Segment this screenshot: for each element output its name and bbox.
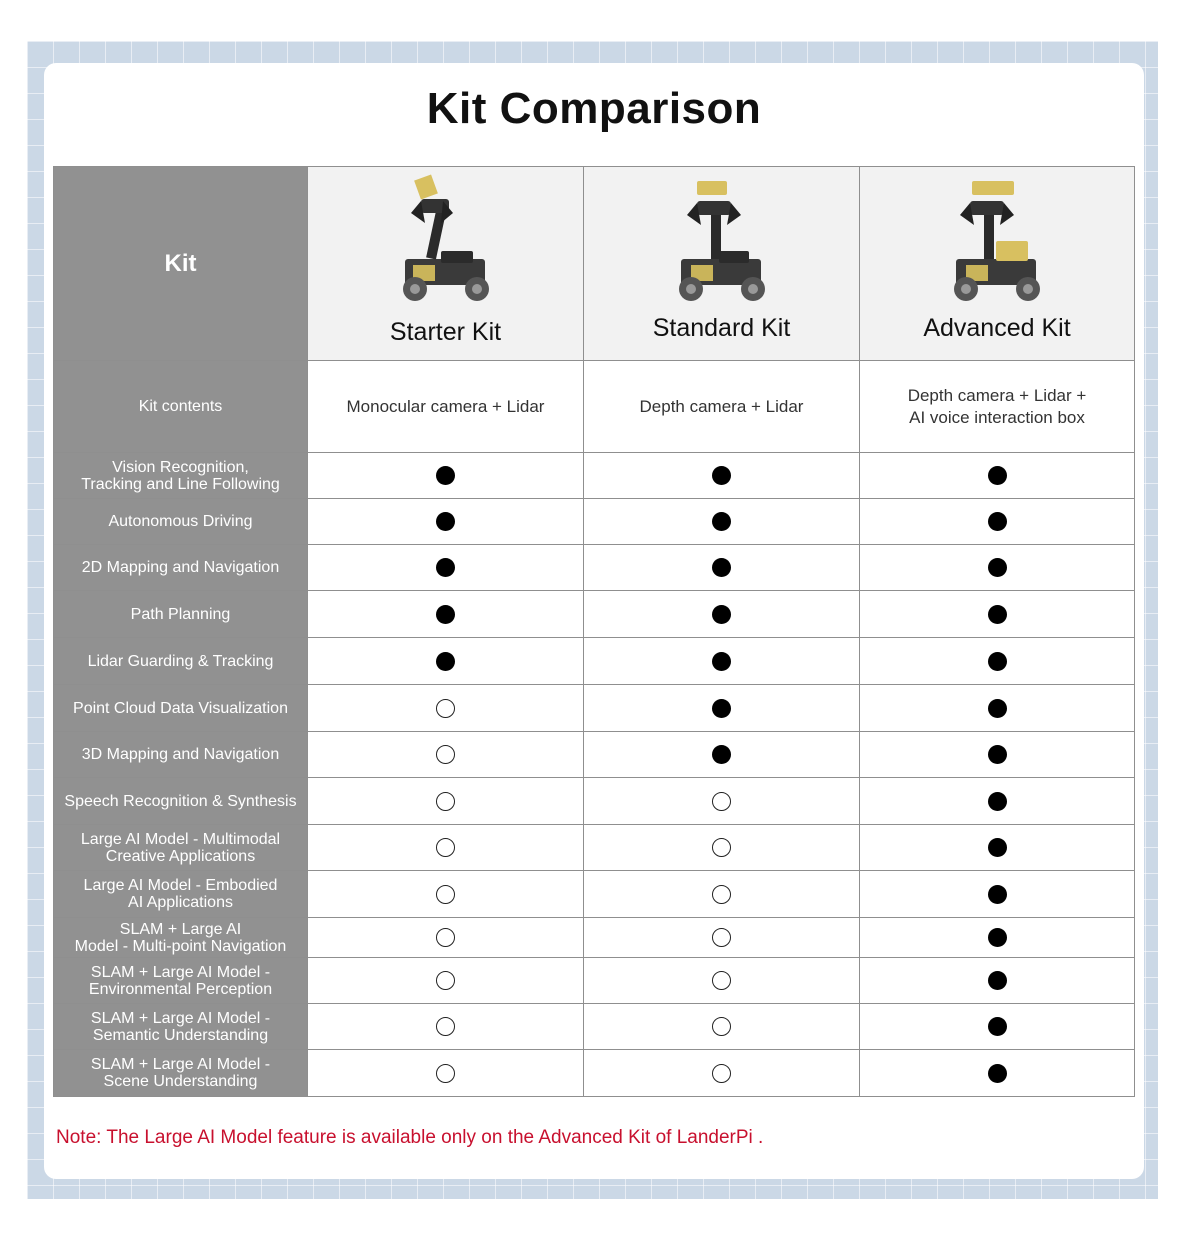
filled-circle-icon <box>712 605 731 624</box>
empty-circle-icon <box>436 971 455 990</box>
feature-cell-advanced <box>860 1050 1135 1097</box>
filled-circle-icon <box>988 466 1007 485</box>
feature-cell-standard <box>584 545 860 591</box>
filled-circle-icon <box>988 605 1007 624</box>
filled-circle-icon <box>436 466 455 485</box>
empty-circle-icon <box>436 885 455 904</box>
feature-label: Point Cloud Data Visualization <box>54 685 308 732</box>
feature-row <box>54 545 1135 591</box>
feature-cell-starter <box>308 871 584 918</box>
feature-cell-starter <box>308 732 584 778</box>
empty-circle-icon <box>712 928 731 947</box>
robot-starter-icon <box>391 171 501 306</box>
feature-label: Path Planning <box>54 591 308 638</box>
feature-cell-starter <box>308 453 584 499</box>
robot-advanced-icon <box>942 179 1052 314</box>
feature-cell-starter <box>308 918 584 958</box>
empty-circle-icon <box>712 885 731 904</box>
feature-cell-advanced <box>860 825 1135 871</box>
feature-cell-standard <box>584 958 860 1004</box>
feature-cell-standard <box>584 825 860 871</box>
feature-label: Large AI Model - Embodied AI Applications <box>54 871 308 918</box>
feature-cell-starter <box>308 1050 584 1097</box>
feature-cell-starter <box>308 638 584 685</box>
filled-circle-icon <box>988 652 1007 671</box>
feature-cell-advanced <box>860 778 1135 825</box>
filled-circle-icon <box>988 558 1007 577</box>
feature-label: Lidar Guarding & Tracking <box>54 638 308 685</box>
empty-circle-icon <box>436 1064 455 1083</box>
feature-label: Large AI Model - Multimodal Creative Applications <box>54 825 308 871</box>
feature-cell-starter <box>308 591 584 638</box>
kit-header-row <box>54 167 1135 361</box>
robot-standard-icon <box>667 179 777 314</box>
filled-circle-icon <box>712 558 731 577</box>
kit-contents-standard: Depth camera + Lidar <box>584 361 860 453</box>
feature-cell-standard <box>584 918 860 958</box>
filled-circle-icon <box>436 512 455 531</box>
feature-cell-standard <box>584 499 860 545</box>
feature-cell-starter <box>308 685 584 732</box>
filled-circle-icon <box>712 512 731 531</box>
filled-circle-icon <box>988 792 1007 811</box>
feature-label: Vision Recognition, Tracking and Line Following <box>54 453 308 499</box>
feature-row <box>54 958 1135 1004</box>
feature-cell-advanced <box>860 499 1135 545</box>
feature-cell-advanced <box>860 685 1135 732</box>
feature-label: SLAM + Large AI Model - Scene Understanding <box>54 1050 308 1097</box>
filled-circle-icon <box>988 1017 1007 1036</box>
empty-circle-icon <box>712 971 731 990</box>
kit-contents-row <box>54 361 1135 453</box>
feature-cell-standard <box>584 638 860 685</box>
feature-cell-starter <box>308 778 584 825</box>
feature-cell-advanced <box>860 958 1135 1004</box>
feature-row <box>54 638 1135 685</box>
feature-cell-standard <box>584 871 860 918</box>
filled-circle-icon <box>436 652 455 671</box>
feature-cell-advanced <box>860 918 1135 958</box>
filled-circle-icon <box>988 838 1007 857</box>
page-title: Kit Comparison <box>426 84 762 133</box>
kit-name-standard: Standard Kit <box>652 314 791 342</box>
kit-name-starter: Starter Kit <box>389 318 502 346</box>
empty-circle-icon <box>712 838 731 857</box>
feature-cell-starter <box>308 499 584 545</box>
kit-contents-advanced: Depth camera + Lidar + AI voice interaction box <box>860 361 1135 453</box>
filled-circle-icon <box>712 699 731 718</box>
feature-label: 2D Mapping and Navigation <box>54 545 308 591</box>
feature-row <box>54 1004 1135 1050</box>
kit-name-advanced: Advanced Kit <box>923 314 1071 342</box>
empty-circle-icon <box>436 745 455 764</box>
feature-cell-starter <box>308 958 584 1004</box>
empty-circle-icon <box>712 792 731 811</box>
filled-circle-icon <box>712 745 731 764</box>
feature-cell-advanced <box>860 1004 1135 1050</box>
feature-row <box>54 778 1135 825</box>
feature-cell-starter <box>308 825 584 871</box>
kit-column-advanced <box>860 167 1135 361</box>
filled-circle-icon <box>712 466 731 485</box>
feature-cell-standard <box>584 732 860 778</box>
kit-header-label: Kit <box>54 167 308 361</box>
filled-circle-icon <box>988 699 1007 718</box>
feature-row <box>54 685 1135 732</box>
feature-label: 3D Mapping and Navigation <box>54 732 308 778</box>
filled-circle-icon <box>988 885 1007 904</box>
filled-circle-icon <box>436 605 455 624</box>
filled-circle-icon <box>988 512 1007 531</box>
feature-cell-standard <box>584 778 860 825</box>
kit-column-standard <box>584 167 860 361</box>
empty-circle-icon <box>436 1017 455 1036</box>
feature-label: Autonomous Driving <box>54 499 308 545</box>
kit-contents-label: Kit contents <box>54 361 308 453</box>
kit-column-starter <box>308 167 584 361</box>
empty-circle-icon <box>436 838 455 857</box>
feature-cell-standard <box>584 685 860 732</box>
empty-circle-icon <box>436 928 455 947</box>
footnote: Note: The Large AI Model feature is available only on the Advanced Kit of LanderPi . <box>56 1127 764 1148</box>
feature-cell-standard <box>584 591 860 638</box>
feature-label: SLAM + Large AI Model - Semantic Understanding <box>54 1004 308 1050</box>
feature-row <box>54 1050 1135 1097</box>
feature-cell-advanced <box>860 638 1135 685</box>
feature-cell-advanced <box>860 732 1135 778</box>
filled-circle-icon <box>988 745 1007 764</box>
feature-row <box>54 732 1135 778</box>
feature-label: SLAM + Large AI Model - Environmental Perception <box>54 958 308 1004</box>
filled-circle-icon <box>988 928 1007 947</box>
feature-label: SLAM + Large AI Model - Multi-point Navigation <box>54 918 308 958</box>
feature-row <box>54 871 1135 918</box>
filled-circle-icon <box>988 1064 1007 1083</box>
feature-label: Speech Recognition & Synthesis <box>54 778 308 825</box>
feature-cell-advanced <box>860 545 1135 591</box>
feature-cell-standard <box>584 1004 860 1050</box>
kit-comparison-table <box>53 166 1135 1097</box>
feature-cell-advanced <box>860 591 1135 638</box>
filled-circle-icon <box>712 652 731 671</box>
filled-circle-icon <box>988 971 1007 990</box>
feature-cell-starter <box>308 1004 584 1050</box>
feature-row <box>54 591 1135 638</box>
feature-cell-standard <box>584 1050 860 1097</box>
kit-contents-starter: Monocular camera + Lidar <box>308 361 584 453</box>
empty-circle-icon <box>436 792 455 811</box>
empty-circle-icon <box>712 1064 731 1083</box>
feature-cell-starter <box>308 545 584 591</box>
feature-cell-advanced <box>860 871 1135 918</box>
empty-circle-icon <box>712 1017 731 1036</box>
filled-circle-icon <box>436 558 455 577</box>
empty-circle-icon <box>436 699 455 718</box>
feature-row <box>54 499 1135 545</box>
feature-cell-standard <box>584 453 860 499</box>
feature-row <box>54 453 1135 499</box>
feature-row <box>54 918 1135 958</box>
feature-cell-advanced <box>860 453 1135 499</box>
feature-row <box>54 825 1135 871</box>
